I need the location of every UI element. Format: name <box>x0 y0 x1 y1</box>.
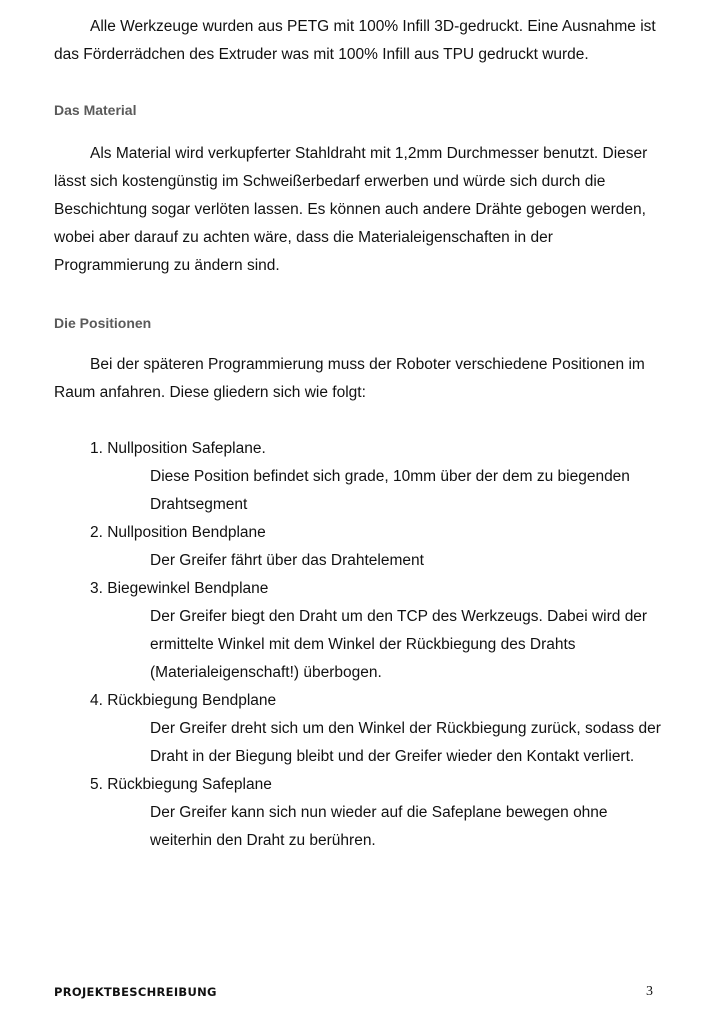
list-item <box>90 687 664 771</box>
list-item-title: 2. Nullposition Bendplane <box>90 524 266 541</box>
section-heading-material: Das Material <box>54 102 137 118</box>
intro-paragraph: Alle Werkzeuge wurden aus PETG mit 100% Infill 3D-gedruckt. Eine Ausnahme ist das Förderrädchen des Extruder was mit 100% Infill aus TPU gedruckt wurde. <box>54 18 656 63</box>
list-item-description: Diese Position befindet sich grade, 10mm über der dem zu biegenden Drahtsegment <box>150 468 630 513</box>
material-paragraph: Als Material wird verkupferter Stahldraht mit 1,2mm Durchmesser benutzt. Dieser lässt sich kostengünstig im Schweißerbedarf erwerben und würde sich durch die Beschichtung sogar verlöten lassen. Es können auch andere Drähte gebogen werden, wobei aber darauf zu achten wäre, dass die Materialeigenschaften in der Programmierung zu ändern sind. <box>54 145 648 274</box>
page-number: 3 <box>646 984 653 999</box>
list-item-description: Der Greifer fährt über das Drahtelement <box>150 552 424 569</box>
footer-label: PROJEKTBESCHREIBUNG <box>54 985 217 999</box>
list-item-description: Der Greifer kann sich nun wieder auf die Safeplane bewegen ohne weiterhin den Draht zu berühren. <box>150 804 608 849</box>
list-item <box>90 575 664 687</box>
list-item-description: Der Greifer biegt den Draht um den TCP des Werkzeugs. Dabei wird der ermittelte Winkel mit dem Winkel der Rückbiegung des Drahts (Materialeigenschaft!) überbogen. <box>150 608 648 681</box>
list-item-title: 1. Nullposition Safeplane. <box>90 440 266 457</box>
list-item-title: 5. Rückbiegung Safeplane <box>90 776 272 793</box>
list-item-title: 3. Biegewinkel Bendplane <box>90 580 269 597</box>
positions-paragraph: Bei der späteren Programmierung muss der Roboter verschiedene Positionen im Raum anfahren. Diese gliedern sich wie folgt: <box>54 356 645 401</box>
list-item <box>90 435 664 519</box>
section-heading-positions: Die Positionen <box>54 315 152 331</box>
positions-list <box>90 435 664 855</box>
list-item-description: Der Greifer dreht sich um den Winkel der Rückbiegung zurück, sodass der Draht in der Biegung bleibt und der Greifer wieder den Kontakt verliert. <box>150 720 661 765</box>
list-item <box>90 771 664 855</box>
list-item-title: 4. Rückbiegung Bendplane <box>90 692 277 709</box>
list-item <box>90 519 664 575</box>
